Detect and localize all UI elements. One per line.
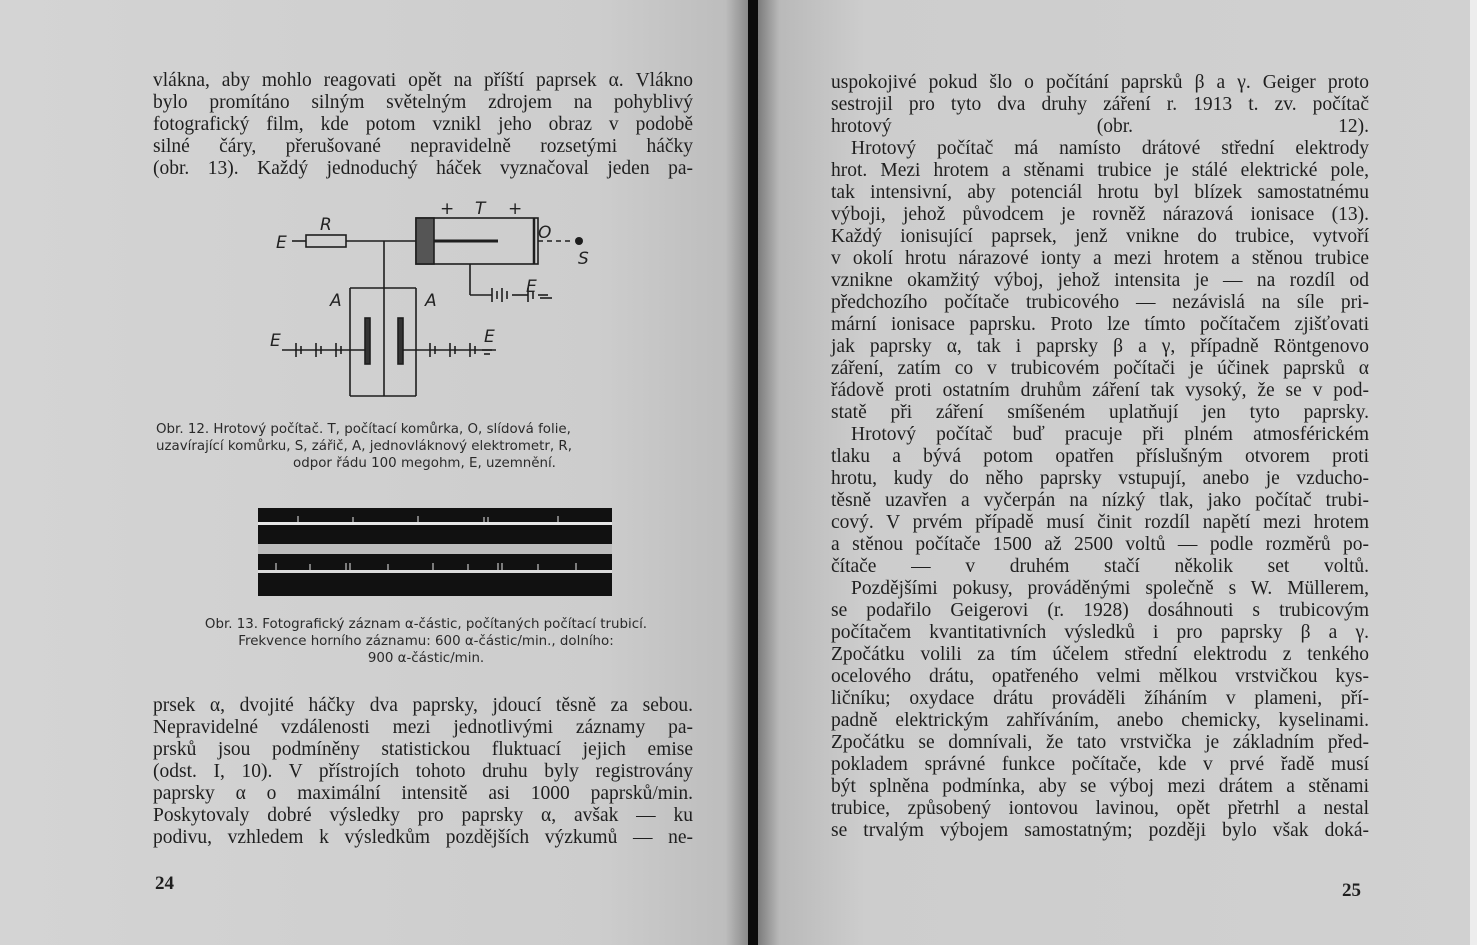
text-line: těsně uzavřen a vyčerpán na nízký tlak, jako počítač trubi- <box>831 490 1369 511</box>
text-line: Poskytovaly dobré výsledky pro paprsky α, avšak — ku <box>153 805 693 826</box>
fig-label-plus: + <box>440 200 455 219</box>
text-line: pokladem správné funkce počítače, kde v prvé řadě musí <box>831 754 1369 775</box>
fig-label-E: E <box>270 331 281 351</box>
text-line: Pozdějšími pokusy, prováděnými společně s W. Müllerem, <box>851 578 1369 599</box>
text-line: (odst. I, 10). V přístrojích tohoto druhu byly registrovány <box>153 761 693 782</box>
page-number: 25 <box>1342 880 1361 901</box>
page-number: 24 <box>155 873 174 894</box>
figure-12-caption <box>156 421 693 472</box>
text-line: Každý ionisující paprsek, jenž vnikne do trubice, vytvoří <box>831 226 1369 247</box>
fig-label-O: O <box>538 223 552 243</box>
fig-label-E: E <box>526 277 537 297</box>
page-edge <box>1470 0 1477 945</box>
text-line: podivu, vzhledem k výsledkům pozdějších výzkumů — ne- <box>153 827 693 848</box>
text-line: fotografický film, kde potom vznikl jeho obraz v podobě <box>153 114 693 135</box>
text-line: statě při záření smíšeném uplatňují jen tyto paprsky. <box>831 402 1369 423</box>
text-line: Zpočátku volili za tím účelem střední elektrodu z tenkého <box>831 644 1369 665</box>
text-line: být splněna podmínka, aby se výboj mezi drátem a stěnami <box>831 776 1369 797</box>
fig-label-A: A <box>425 291 437 311</box>
left-bottom-paragraph <box>153 695 693 849</box>
caption-line: uzavírající komůrku, S, zářič, A, jednovláknový elektrometr, R, <box>156 439 572 454</box>
fig-label-S: S <box>578 249 589 269</box>
text-line: se trvalým výbojem samostatným; později bylo však doká- <box>831 820 1369 841</box>
right-page <box>758 0 1470 945</box>
text-line: tak intensivní, aby potenciál hrotu byl blízek samostatnému <box>831 182 1369 203</box>
paragraph <box>831 578 1369 842</box>
text-line: cový. V prvém případě musí činit rozdíl napětí mezi hrotem <box>831 512 1369 533</box>
text-line: trubice, způsobený iontovou lavinou, opět přetrhl a nestal <box>831 798 1369 819</box>
caption-line: 900 α-částic/min. <box>367 651 485 666</box>
right-body-text <box>831 72 1369 842</box>
caption-line: Obr. 13. Fotografický záznam α-částic, počítaných počítací trubicí. <box>204 617 648 632</box>
text-line: hrotový (obr. 12). <box>831 116 1369 137</box>
text-line: padně elektrickým zahříváním, anebo chemicky, kyselinami. <box>831 710 1369 731</box>
caption-line: odpor řádu 100 megohm, E, uzemnění. <box>293 456 556 471</box>
text-line: sestrojil pro tyto dva druhy záření r. 1913 t. zv. počítač <box>831 94 1369 115</box>
text-line: hrot. Mezi hrotem a stěnami trubice je stálé elektrické pole, <box>831 160 1369 181</box>
figure-12-point-counter-diagram <box>270 200 610 410</box>
text-line: Hrotový počítač buď pracuje při plném atmosférickém <box>851 424 1369 445</box>
text-line: se podařilo Geigerovi (r. 1928) dosáhnouti s trubicovým <box>831 600 1369 621</box>
book-gutter <box>748 0 758 945</box>
caption-line: Frekvence horního záznamu: 600 α-částic/min., dolního: <box>238 634 614 649</box>
fig-label-E: E <box>276 233 287 253</box>
paragraph <box>831 424 1369 578</box>
fig-label-A: A <box>330 291 342 311</box>
text-line: tlaku a bývá potom opatřen příslušným otvorem proti <box>831 446 1369 467</box>
text-line: silné čáry, přerušované nepravidelně rozsetými háčky <box>153 136 693 157</box>
figure-13-photo-record <box>258 508 612 596</box>
text-line: jak paprsky α, tak i paprsky β a γ, případně Röntgenovo <box>831 336 1369 357</box>
text-line: záření, zatím co v trubicovém počítači je účinek paprsků α <box>831 358 1369 379</box>
text-line: předchozího počítače trubicového — nezávislá na síle pri- <box>831 292 1369 313</box>
text-line: čítače — v druhém stačí několik set voltů. <box>831 556 1369 577</box>
text-line: bylo promítáno silným světelným zdrojem na pohyblivý <box>153 92 693 113</box>
fig-label-E: E <box>484 327 495 347</box>
text-line: hrotu, kudy do něho paprsky vstupují, anebo je vzducho- <box>831 468 1369 489</box>
figure-13-caption <box>156 616 696 667</box>
fig-label-T: T <box>475 200 486 219</box>
text-line: mární ionisace paprsku. Proto lze tímto počítačem zjišťovati <box>831 314 1369 335</box>
text-line: a stěnou počítače 1500 až 2500 voltů — podle rozměrů po- <box>831 534 1369 555</box>
text-line: uspokojivé pokud šlo o počítání paprsků β a γ. Geiger proto <box>831 72 1369 93</box>
fig-label-plus: + <box>508 200 523 219</box>
text-line: prsků jsou podmíněny statistickou fluktuací jejich emise <box>153 739 693 760</box>
text-line: prsek α, dvojité háčky dva paprsky, jdoucí těsně za sebou. <box>153 695 693 716</box>
text-line: v okolí hrotu nárazové ionty a mezi hrotem a stěnou trubice <box>831 248 1369 269</box>
text-line: výboji, jehož původcem je rovněž nárazová ionisace (13). <box>831 204 1369 225</box>
text-line: Zpočátku se domnívali, že tato vrstvička je základním před- <box>831 732 1369 753</box>
fig-label-R: R <box>320 215 332 235</box>
text-line: paprsky α o maximální intensitě asi 1000 paprsků/min. <box>153 783 693 804</box>
text-line: ocelového drátu, opatřeného velmi mělkou vrstvičkou kys- <box>831 666 1369 687</box>
text-line: (obr. 13). Každý jednoduchý háček vyznačoval jeden pa- <box>153 158 693 179</box>
text-line: počítačem kvantitativních výsledků i pro paprsky β a γ. <box>831 622 1369 643</box>
paragraph <box>831 72 1369 138</box>
text-line: Hrotový počítač má namísto drátové střední elektrody <box>851 138 1369 159</box>
left-top-paragraph <box>153 70 693 180</box>
paragraph <box>831 138 1369 424</box>
text-line: řádově proti ostatním druhům záření tak vysoký, že se v pod- <box>831 380 1369 401</box>
text-line: vznikne okamžitý výboj, jehož intensita je — na rozdíl od <box>831 270 1369 291</box>
text-line: Nepravidelné vzdálenosti mezi jednotlivými záznamy pa- <box>153 717 693 738</box>
caption-line: Obr. 12. Hrotový počítač. T, počítací komůrka, O, slídová folie, <box>156 422 571 437</box>
text-line: ličníku; oxydace drátu prováděli žíháním v plameni, pří- <box>831 688 1369 709</box>
text-line: vlákna, aby mohlo reagovati opět na příští paprsek α. Vlákno <box>153 70 693 91</box>
